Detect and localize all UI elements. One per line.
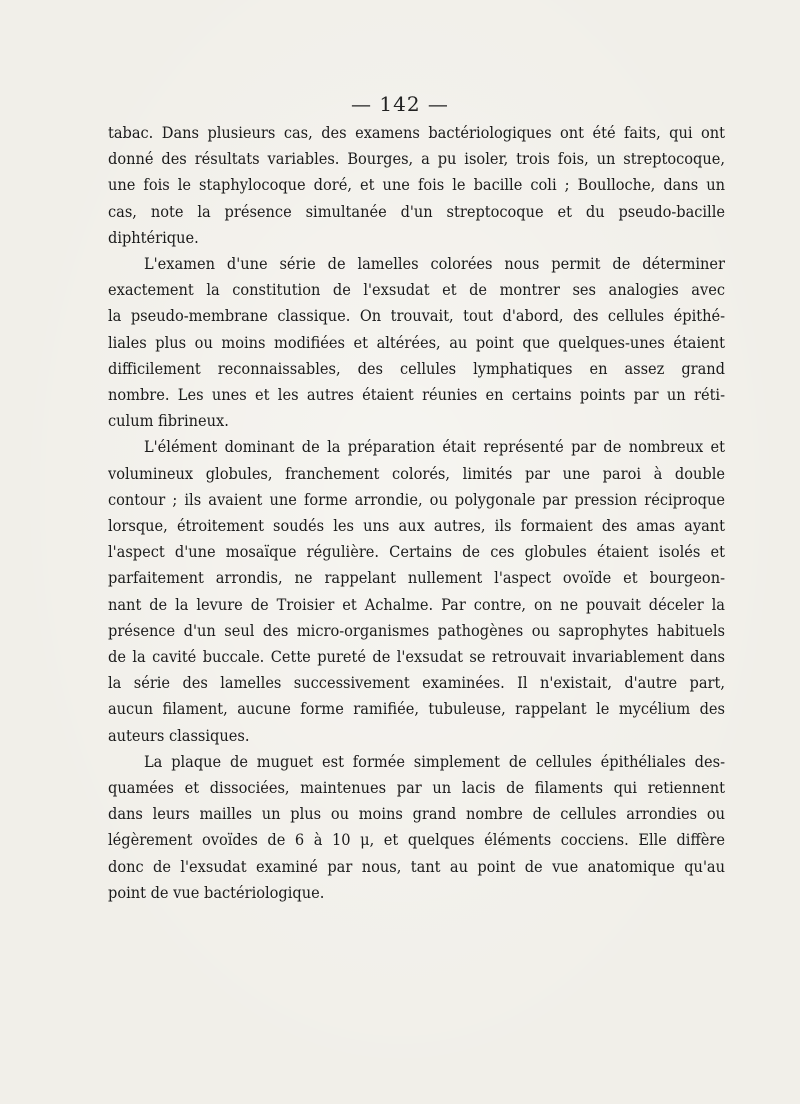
text-line: la série des lamelles successivement examinées. Il n'existait, d'autre part, (108, 673, 725, 693)
text-line: auteurs classiques. (108, 725, 250, 745)
text-line: La plaque de muguet est formée simplement de cellules épithéliales des- (144, 751, 725, 771)
text-line: dans leurs mailles un plus ou moins grand nombre de cellules arrondies ou (108, 804, 725, 824)
text-line: aucun filament, aucune forme ramifiée, tubuleuse, rappelant le mycélium des (108, 699, 725, 719)
paragraph-4 (108, 749, 725, 906)
text-line: contour ; ils avaient une forme arrondie, ou polygonale par pression réciproque (108, 489, 725, 509)
text-line: de la cavité buccale. Cette pureté de l'exsudat se retrouvait invariablement dans (108, 647, 725, 667)
text-line: cas, note la présence simultanée d'un streptocoque et du pseudo-bacille (108, 201, 725, 221)
paragraph-2 (108, 251, 725, 434)
text-line: tabac. Dans plusieurs cas, des examens bactériologiques ont été faits, qui ont (108, 123, 725, 142)
page-number: — 142 — (351, 92, 449, 116)
text-line: diphtérique. (108, 227, 199, 247)
text-line: nombre. Les unes et les autres étaient réunies en certains points par un réti- (108, 385, 725, 405)
text-line: l'aspect d'une mosaïque régulière. Certains de ces globules étaient isolés et (108, 542, 725, 562)
text-line: légèrement ovoïdes de 6 à 10 μ, et quelques éléments cocciens. Elle diffère (108, 830, 725, 850)
text-line: une fois le staphylocoque doré, et une fois le bacille coli ; Boulloche, dans un (108, 175, 725, 195)
text-line: exactement la constitution de l'exsudat et de montrer ses analogies avec (108, 280, 725, 300)
text-line: volumineux globules, franchement colorés, limités par une paroi à double (108, 463, 725, 483)
text-line: présence d'un seul des micro-organismes pathogènes ou saprophytes habituels (108, 620, 725, 640)
text-line: nant de la levure de Troisier et Achalme. Par contre, on ne pouvait déceler la (108, 594, 725, 614)
text-line: L'élément dominant de la préparation était représenté par de nombreux et (144, 437, 725, 457)
text-line: culum fibrineux. (108, 411, 229, 431)
text-line: L'examen d'une série de lamelles colorées nous permit de déterminer (144, 254, 725, 274)
text-line: parfaitement arrondis, ne rappelant nullement l'aspect ovoïde et bourgeon- (108, 568, 725, 588)
body-text (108, 120, 725, 906)
text-line: quamées et dissociées, maintenues par un lacis de filaments qui retiennent (108, 778, 725, 798)
text-line: donc de l'exsudat examiné par nous, tant au point de vue anatomique qu'au (108, 856, 725, 876)
text-line: donné des résultats variables. Bourges, a pu isoler, trois fois, un streptocoque, (108, 149, 725, 169)
paragraph-3 (108, 434, 725, 748)
text-line: liales plus ou moins modifiées et altérées, au point que quelques-unes étaient (108, 332, 725, 352)
paragraph-1 (108, 120, 725, 251)
text-line: lorsque, étroitement soudés les uns aux autres, ils formaient des amas ayant (108, 516, 725, 536)
text-line: la pseudo-membrane classique. On trouvait, tout d'abord, des cellules épithé- (108, 306, 725, 326)
text-line: difficilement reconnaissables, des cellules lymphatiques en assez grand (108, 358, 725, 378)
text-line: point de vue bactériologique. (108, 882, 325, 902)
